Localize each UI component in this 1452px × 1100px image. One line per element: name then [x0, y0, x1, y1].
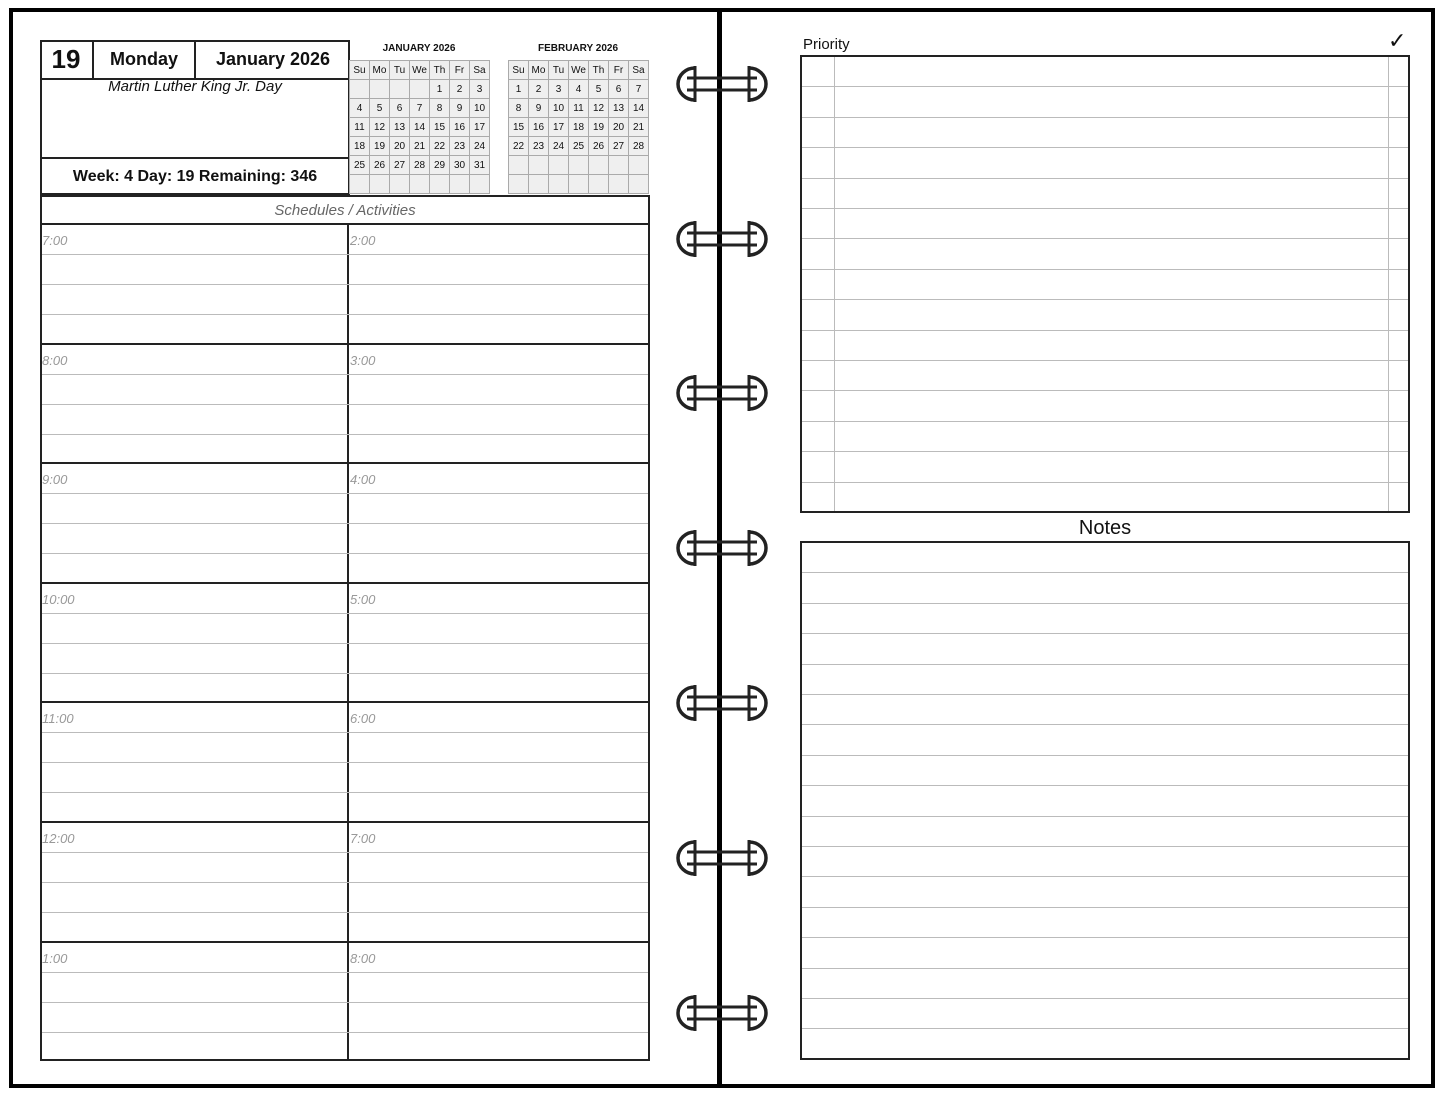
priority-rule [802, 482, 1408, 483]
calendar-day [629, 175, 649, 194]
time-label: 12:00 [42, 831, 75, 846]
calendar-day: 17 [470, 118, 490, 137]
calendar-day: 25 [350, 156, 370, 175]
calendar-day [569, 175, 589, 194]
calendar-day: 10 [470, 99, 490, 118]
weekday-header: Th [589, 61, 609, 80]
time-label: 7:00 [42, 233, 68, 248]
hour-divider [40, 582, 650, 584]
weekday-header: We [410, 61, 430, 80]
priority-margin-left [834, 57, 835, 511]
calendar-day: 8 [430, 99, 450, 118]
calendar-day: 1 [509, 80, 529, 99]
schedule-rule [42, 732, 648, 733]
calendar-day: 6 [609, 80, 629, 99]
calendar-day: 7 [410, 99, 430, 118]
notes-rule [802, 968, 1408, 969]
calendar-day: 26 [370, 156, 390, 175]
calendar-day: 19 [370, 137, 390, 156]
time-label: 4:00 [350, 472, 376, 488]
notes-rule [802, 785, 1408, 786]
calendar-day [529, 175, 549, 194]
calendar-day: 27 [390, 156, 410, 175]
calendar-day [589, 156, 609, 175]
hour-divider [40, 343, 650, 345]
weekday-header: Mo [529, 61, 549, 80]
schedule-title: Schedules / Activities [40, 195, 650, 225]
time-label: 8:00 [350, 950, 376, 966]
calendar-day [370, 175, 390, 194]
notes-rule [802, 907, 1408, 908]
calendar-day [430, 175, 450, 194]
calendar-day: 5 [589, 80, 609, 99]
notes-label: Notes [1078, 517, 1132, 539]
calendar-day: 7 [629, 80, 649, 99]
calendar-day [390, 80, 410, 99]
weekday-header: Su [509, 61, 529, 80]
priority-rule [802, 451, 1408, 452]
calendar-day [589, 175, 609, 194]
calendar-day: 8 [509, 99, 529, 118]
priority-rule [802, 390, 1408, 391]
weekday-header: We [569, 61, 589, 80]
priority-rule [802, 421, 1408, 422]
schedule-rule [42, 912, 648, 913]
priority-rule [802, 238, 1408, 239]
binder-ring-icon [667, 218, 777, 260]
notes-box [800, 541, 1410, 1060]
notes-rule [802, 694, 1408, 695]
notes-rule [802, 876, 1408, 877]
weekday-header: Tu [390, 61, 410, 80]
weekday-header: Tu [549, 61, 569, 80]
schedule-rule [42, 762, 648, 763]
schedule-rule [42, 523, 648, 524]
schedule-rule [42, 404, 648, 405]
weekday-name: Monday [94, 40, 196, 80]
weekday-header: Sa [470, 61, 490, 80]
calendar-day: 17 [549, 118, 569, 137]
binder-ring-icon [667, 682, 777, 724]
calendar-day [609, 156, 629, 175]
calendar-day: 22 [509, 137, 529, 156]
schedule-rule [42, 374, 648, 375]
notes-rule [802, 1028, 1408, 1029]
hour-divider [40, 941, 650, 943]
schedule-rule [42, 673, 648, 674]
schedule-rule [42, 284, 648, 285]
binder-ring-icon [667, 837, 777, 879]
priority-label: Priority [803, 36, 850, 53]
schedule-rule [42, 882, 648, 883]
calendar-day: 30 [450, 156, 470, 175]
week-day-remaining: Week: 4 Day: 19 Remaining: 346 [40, 157, 350, 195]
calendar-day [549, 175, 569, 194]
schedule-rule [42, 1032, 648, 1033]
calendar-day [569, 156, 589, 175]
mini-calendar [508, 60, 649, 194]
calendar-day [549, 156, 569, 175]
hour-divider [40, 701, 650, 703]
calendar-day [509, 156, 529, 175]
priority-rule [802, 178, 1408, 179]
notes-rule [802, 572, 1408, 573]
calendar-day [410, 80, 430, 99]
schedule-rule [42, 852, 648, 853]
calendar-day: 18 [569, 118, 589, 137]
calendar-day: 2 [529, 80, 549, 99]
priority-rule [802, 269, 1408, 270]
calendar-day: 15 [430, 118, 450, 137]
schedule-rule [42, 972, 648, 973]
calendar-day: 10 [549, 99, 569, 118]
time-label: 10:00 [42, 591, 75, 607]
time-label: 7:00 [350, 831, 376, 846]
calendar-day: 13 [609, 99, 629, 118]
calendar-title: FEBRUARY 2026 [537, 43, 619, 54]
calendar-day: 20 [609, 118, 629, 137]
calendar-day [370, 80, 390, 99]
weekday-header: Fr [609, 61, 629, 80]
calendar-day: 26 [589, 137, 609, 156]
schedule-rule [42, 254, 648, 255]
binder-ring-icon [667, 63, 777, 105]
time-label: 1:00 [42, 950, 68, 966]
binder-ring-icon [667, 372, 777, 414]
priority-box [800, 55, 1410, 513]
time-label: 5:00 [350, 591, 376, 607]
hour-divider [40, 821, 650, 823]
calendar-day: 13 [390, 118, 410, 137]
schedule-rule [42, 643, 648, 644]
calendar-day: 1 [430, 80, 450, 99]
mini-calendar [349, 60, 490, 194]
notes-rule [802, 664, 1408, 665]
hour-divider [40, 462, 650, 464]
priority-rule [802, 147, 1408, 148]
calendar-day [410, 175, 430, 194]
binder-ring-icon [667, 992, 777, 1034]
calendar-day: 3 [549, 80, 569, 99]
day-number: 19 [40, 40, 94, 80]
weekday-header: Su [350, 61, 370, 80]
calendar-day: 9 [450, 99, 470, 118]
priority-rule [802, 86, 1408, 87]
priority-rule [802, 208, 1408, 209]
calendar-day [350, 80, 370, 99]
calendar-day: 2 [450, 80, 470, 99]
notes-rule [802, 846, 1408, 847]
schedule-rule [42, 434, 648, 435]
weekday-header: Mo [370, 61, 390, 80]
calendar-day: 24 [470, 137, 490, 156]
calendar-day: 15 [509, 118, 529, 137]
weekday-header: Th [430, 61, 450, 80]
calendar-day: 25 [569, 137, 589, 156]
calendar-day: 12 [589, 99, 609, 118]
binder-ring-icon [667, 527, 777, 569]
priority-rule [802, 299, 1408, 300]
calendar-day [509, 175, 529, 194]
calendar-day: 29 [430, 156, 450, 175]
calendar-day: 24 [549, 137, 569, 156]
calendar-day: 14 [410, 118, 430, 137]
calendar-day: 23 [450, 137, 470, 156]
schedule-rule [42, 314, 648, 315]
calendar-day: 5 [370, 99, 390, 118]
calendar-day: 18 [350, 137, 370, 156]
holiday-label: Martin Luther King Jr. Day [108, 78, 282, 95]
calendar-day: 4 [569, 80, 589, 99]
calendar-day: 20 [390, 137, 410, 156]
notes-rule [802, 937, 1408, 938]
weekday-header: Sa [629, 61, 649, 80]
notes-rule [802, 603, 1408, 604]
calendar-day: 14 [629, 99, 649, 118]
notes-rule [802, 724, 1408, 725]
calendar-day: 4 [350, 99, 370, 118]
schedule-rule [42, 553, 648, 554]
notes-rule [802, 816, 1408, 817]
calendar-day [629, 156, 649, 175]
calendar-day: 28 [410, 156, 430, 175]
schedule-rule [42, 613, 648, 614]
calendar-day: 22 [430, 137, 450, 156]
notes-rule [802, 755, 1408, 756]
calendar-day: 31 [470, 156, 490, 175]
time-label: 3:00 [350, 352, 376, 368]
calendar-day: 23 [529, 137, 549, 156]
priority-margin-right [1388, 57, 1389, 511]
calendar-day: 12 [370, 118, 390, 137]
calendar-day: 27 [609, 137, 629, 156]
calendar-day: 21 [629, 118, 649, 137]
calendar-day: 16 [450, 118, 470, 137]
calendar-day: 28 [629, 137, 649, 156]
calendar-day: 6 [390, 99, 410, 118]
calendar-day: 21 [410, 137, 430, 156]
time-label: 9:00 [42, 472, 68, 488]
time-label: 6:00 [350, 711, 376, 727]
calendar-title: JANUARY 2026 [382, 43, 456, 54]
calendar-day: 11 [569, 99, 589, 118]
calendar-day [390, 175, 410, 194]
month-year: January 2026 [196, 40, 350, 80]
calendar-day: 11 [350, 118, 370, 137]
calendar-day: 9 [529, 99, 549, 118]
schedule-rule [42, 1002, 648, 1003]
weekday-header: Fr [450, 61, 470, 80]
calendar-day [450, 175, 470, 194]
calendar-day: 16 [529, 118, 549, 137]
calendar-day [609, 175, 629, 194]
notes-rule [802, 998, 1408, 999]
notes-rule [802, 633, 1408, 634]
schedule-rule [42, 792, 648, 793]
checkmark-icon: ✓ [1388, 28, 1407, 53]
time-label: 2:00 [350, 233, 376, 248]
priority-rule [802, 330, 1408, 331]
schedule-rule [42, 493, 648, 494]
priority-rule [802, 360, 1408, 361]
time-label: 11:00 [42, 711, 74, 727]
calendar-day: 19 [589, 118, 609, 137]
priority-rule [802, 117, 1408, 118]
calendar-day [529, 156, 549, 175]
calendar-day [470, 175, 490, 194]
calendar-day: 3 [470, 80, 490, 99]
calendar-day [350, 175, 370, 194]
time-label: 8:00 [42, 352, 68, 368]
